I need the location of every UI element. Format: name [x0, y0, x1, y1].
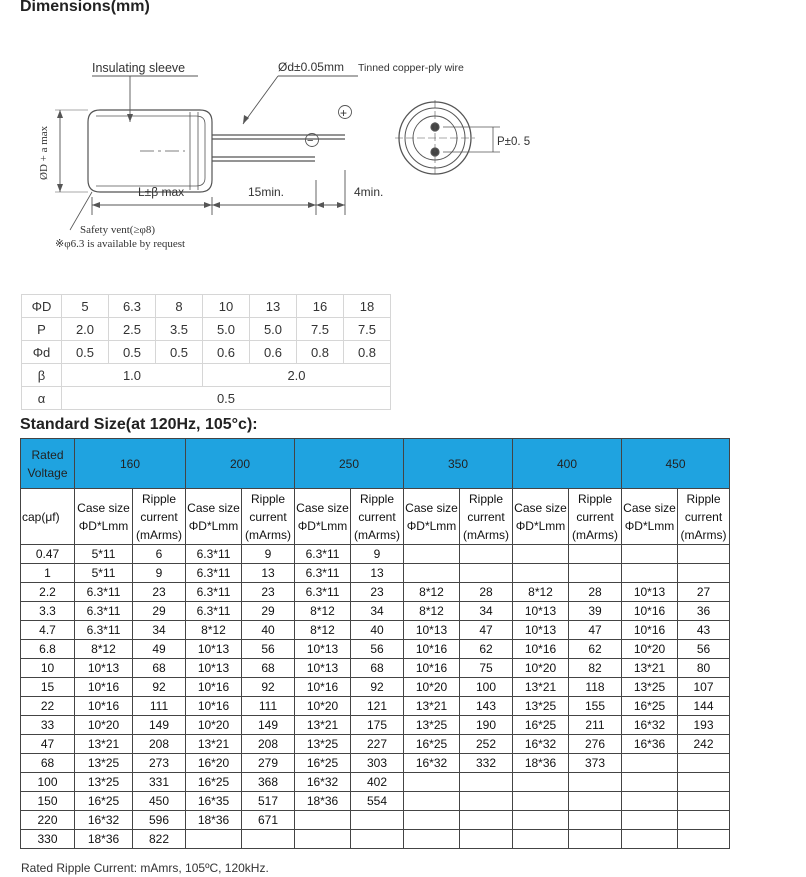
ripple-current-header: Ripple current (mArms)	[351, 489, 404, 545]
case-size-cell: 10*13	[513, 621, 569, 640]
ripple-current-cell: 13	[351, 564, 404, 583]
ripple-current-cell: 92	[133, 678, 186, 697]
case-size-cell: 16*32	[75, 811, 133, 830]
case-size-cell: 13*21	[513, 678, 569, 697]
case-size-cell: 6.3*11	[186, 602, 242, 621]
ripple-current-header: Ripple current (mArms)	[460, 489, 513, 545]
table-row	[21, 773, 730, 792]
case-size-cell	[622, 792, 678, 811]
capacitance-cell: 100	[21, 773, 75, 792]
case-size-cell	[404, 830, 460, 849]
case-size-cell: 10*16	[75, 678, 133, 697]
case-size-cell: 13*25	[295, 735, 351, 754]
case-size-cell: 8*12	[295, 602, 351, 621]
ripple-current-cell	[678, 545, 730, 564]
capacitance-cell: 1	[21, 564, 75, 583]
dimension-row-label: ΦD	[22, 295, 62, 318]
dimension-cell: 18	[344, 295, 391, 318]
ripple-current-cell: 822	[133, 830, 186, 849]
case-size-cell	[295, 830, 351, 849]
ripple-current-cell: 121	[351, 697, 404, 716]
case-size-cell	[622, 545, 678, 564]
capacitance-cell: 220	[21, 811, 75, 830]
voltage-header-row	[21, 439, 730, 489]
dimension-cell: 5.0	[250, 318, 297, 341]
case-size-cell	[513, 564, 569, 583]
ripple-current-cell	[569, 564, 622, 583]
dimension-row	[22, 318, 391, 341]
rated-voltage-label: Rated Voltage	[21, 439, 75, 489]
ripple-current-cell	[460, 830, 513, 849]
ripple-current-cell: 143	[460, 697, 513, 716]
case-size-cell	[513, 792, 569, 811]
case-size-cell: 10*16	[404, 640, 460, 659]
table-row	[21, 678, 730, 697]
case-size-cell: 13*21	[75, 735, 133, 754]
ripple-current-cell: 68	[242, 659, 295, 678]
case-size-cell: 18*36	[75, 830, 133, 849]
case-size-cell	[622, 830, 678, 849]
ripple-current-cell: 175	[351, 716, 404, 735]
dimension-row-beta	[22, 364, 391, 387]
ripple-current-cell: 56	[242, 640, 295, 659]
ripple-current-cell: 29	[242, 602, 295, 621]
ripple-current-header: Ripple current (mArms)	[569, 489, 622, 545]
case-size-cell: 10*13	[513, 602, 569, 621]
case-size-cell: 16*25	[186, 773, 242, 792]
ripple-current-cell: 118	[569, 678, 622, 697]
case-size-cell: 6.3*11	[75, 621, 133, 640]
dimension-cell: 16	[297, 295, 344, 318]
table-row	[21, 659, 730, 678]
table-row	[21, 583, 730, 602]
table-row	[21, 621, 730, 640]
ripple-current-cell	[351, 811, 404, 830]
dimension-cell: 3.5	[156, 318, 203, 341]
case-size-cell: 5*11	[75, 564, 133, 583]
case-size-cell	[404, 811, 460, 830]
ripple-current-cell: 144	[678, 697, 730, 716]
ripple-current-cell: 227	[351, 735, 404, 754]
dimension-cell: 1.0	[62, 364, 203, 387]
ripple-current-cell: 68	[133, 659, 186, 678]
case-size-cell: 6.3*11	[75, 583, 133, 602]
case-size-cell: 18*36	[295, 792, 351, 811]
ripple-current-cell: 75	[460, 659, 513, 678]
case-size-cell: 10*16	[513, 640, 569, 659]
voltage-header-cell: 350	[404, 439, 513, 489]
capacitance-cell: 47	[21, 735, 75, 754]
dimension-cell: 10	[203, 295, 250, 318]
table-row	[21, 811, 730, 830]
ripple-current-cell: 62	[569, 640, 622, 659]
min4-label: 4min.	[354, 185, 384, 199]
ripple-current-cell: 402	[351, 773, 404, 792]
dimension-row-label: P	[22, 318, 62, 341]
ripple-current-cell: 9	[133, 564, 186, 583]
ripple-current-cell	[460, 545, 513, 564]
case-size-cell: 8*12	[186, 621, 242, 640]
ripple-current-cell: 276	[569, 735, 622, 754]
case-size-cell	[186, 830, 242, 849]
ripple-current-cell	[678, 811, 730, 830]
case-size-cell: 10*13	[295, 640, 351, 659]
ripple-current-cell: 190	[460, 716, 513, 735]
ripple-current-cell	[678, 564, 730, 583]
table-row	[21, 602, 730, 621]
ripple-current-cell: 34	[460, 602, 513, 621]
dimension-cell: 0.6	[203, 341, 250, 364]
case-size-header: Case size ΦD*Lmm	[622, 489, 678, 545]
dimension-cell: 6.3	[109, 295, 156, 318]
standard-size-title: Standard Size(at 120Hz, 105°c):	[20, 416, 258, 433]
wire-diameter-label: Ød±0.05mm	[278, 60, 344, 74]
case-size-cell: 10*13	[404, 621, 460, 640]
case-size-cell: 6.3*11	[295, 583, 351, 602]
dimension-cell: 2.0	[203, 364, 391, 387]
capacitance-cell: 6.8	[21, 640, 75, 659]
ripple-current-cell: 111	[242, 697, 295, 716]
ripple-current-cell: 331	[133, 773, 186, 792]
ripple-current-cell: 34	[351, 602, 404, 621]
ripple-current-cell: 23	[133, 583, 186, 602]
case-size-cell: 16*25	[622, 697, 678, 716]
case-size-cell: 10*16	[622, 621, 678, 640]
case-size-header: Case size ΦD*Lmm	[295, 489, 351, 545]
case-size-cell: 10*16	[186, 697, 242, 716]
table-row	[21, 830, 730, 849]
dimension-row-alpha	[22, 387, 391, 410]
pitch-label: P±0. 5	[497, 136, 531, 148]
ripple-current-cell: 107	[678, 678, 730, 697]
dimension-cell: 5.0	[203, 318, 250, 341]
voltage-header-cell: 250	[295, 439, 404, 489]
ripple-current-cell: 82	[569, 659, 622, 678]
ripple-current-header: Ripple current (mArms)	[242, 489, 295, 545]
capacitance-cell: 33	[21, 716, 75, 735]
ripple-current-cell: 211	[569, 716, 622, 735]
case-size-cell: 8*12	[513, 583, 569, 602]
dimension-cell: 0.5	[62, 387, 391, 410]
ripple-current-cell: 149	[242, 716, 295, 735]
ripple-current-cell	[569, 545, 622, 564]
case-size-cell: 13*25	[75, 754, 133, 773]
ripple-current-cell: 517	[242, 792, 295, 811]
case-size-cell: 13*25	[513, 697, 569, 716]
case-size-cell: 13*21	[622, 659, 678, 678]
cap-label: cap(μf)	[21, 489, 75, 545]
case-size-cell: 13*25	[75, 773, 133, 792]
table-row	[21, 545, 730, 564]
case-size-cell: 10*16	[404, 659, 460, 678]
ripple-current-cell: 9	[242, 545, 295, 564]
ripple-current-cell: 273	[133, 754, 186, 773]
ripple-current-cell	[460, 811, 513, 830]
ripple-current-cell: 671	[242, 811, 295, 830]
ripple-current-cell: 92	[242, 678, 295, 697]
ripple-current-cell: 39	[569, 602, 622, 621]
ripple-current-cell: 40	[351, 621, 404, 640]
case-size-cell: 8*12	[404, 602, 460, 621]
case-size-cell: 10*13	[186, 640, 242, 659]
case-size-cell: 10*13	[295, 659, 351, 678]
ripple-current-cell: 28	[569, 583, 622, 602]
case-size-cell: 13*25	[404, 716, 460, 735]
case-size-cell: 10*16	[295, 678, 351, 697]
case-size-cell: 6.3*11	[295, 564, 351, 583]
dimension-row-label: β	[22, 364, 62, 387]
case-size-cell: 10*16	[622, 602, 678, 621]
dimension-cell: 2.5	[109, 318, 156, 341]
dimension-row	[22, 295, 391, 318]
case-size-cell: 6.3*11	[75, 602, 133, 621]
ripple-current-cell: 111	[133, 697, 186, 716]
capacitance-cell: 0.47	[21, 545, 75, 564]
dimension-row-label: α	[22, 387, 62, 410]
case-size-cell: 10*16	[186, 678, 242, 697]
ripple-current-cell: 68	[351, 659, 404, 678]
capacitance-cell: 330	[21, 830, 75, 849]
case-size-cell: 16*36	[622, 735, 678, 754]
case-size-cell	[404, 545, 460, 564]
ripple-current-cell: 368	[242, 773, 295, 792]
case-size-cell: 13*21	[295, 716, 351, 735]
capacitor-dimension-diagram	[0, 40, 806, 265]
ripple-current-cell	[242, 830, 295, 849]
case-size-cell	[622, 564, 678, 583]
voltage-header-cell: 400	[513, 439, 622, 489]
capacitance-cell: 4.7	[21, 621, 75, 640]
min15-label: 15min.	[248, 185, 285, 199]
case-size-cell: 6.3*11	[186, 564, 242, 583]
ripple-current-cell	[678, 754, 730, 773]
dimension-cell: 0.8	[344, 341, 391, 364]
dimension-row-label: Φd	[22, 341, 62, 364]
ripple-current-cell: 6	[133, 545, 186, 564]
case-size-cell: 10*20	[186, 716, 242, 735]
ripple-current-cell: 23	[351, 583, 404, 602]
case-size-cell: 16*35	[186, 792, 242, 811]
case-size-cell: 10*20	[622, 640, 678, 659]
ripple-current-cell	[569, 811, 622, 830]
dimension-row	[22, 341, 391, 364]
dimension-cell: 0.6	[250, 341, 297, 364]
case-size-cell: 16*25	[75, 792, 133, 811]
safety-vent-label: Safety vent(≥φ8)	[80, 224, 156, 236]
case-size-cell	[622, 773, 678, 792]
ripple-current-cell: 23	[242, 583, 295, 602]
diameter-label: ØD + a max	[38, 125, 50, 180]
ripple-current-cell: 100	[460, 678, 513, 697]
case-size-cell	[404, 792, 460, 811]
case-size-cell: 18*36	[186, 811, 242, 830]
plus-sign: +	[340, 106, 348, 120]
case-size-cell: 16*32	[513, 735, 569, 754]
voltage-header-cell: 200	[186, 439, 295, 489]
case-size-header: Case size ΦD*Lmm	[75, 489, 133, 545]
ripple-current-cell	[678, 792, 730, 811]
dimension-cell: 0.5	[62, 341, 109, 364]
dimensions-title: Dimensions(mm)	[20, 0, 150, 15]
ripple-current-cell	[460, 792, 513, 811]
capacitance-cell: 10	[21, 659, 75, 678]
case-size-cell: 10*13	[622, 583, 678, 602]
ripple-current-cell: 155	[569, 697, 622, 716]
case-size-header: Case size ΦD*Lmm	[404, 489, 460, 545]
case-size-cell: 10*16	[75, 697, 133, 716]
dimension-cell: 7.5	[344, 318, 391, 341]
case-size-cell: 8*12	[404, 583, 460, 602]
ripple-current-cell: 450	[133, 792, 186, 811]
case-size-cell: 10*20	[404, 678, 460, 697]
case-size-cell: 16*25	[513, 716, 569, 735]
table-row	[21, 792, 730, 811]
dimension-cell: 13	[250, 295, 297, 318]
ripple-current-cell	[569, 792, 622, 811]
case-size-cell: 10*13	[186, 659, 242, 678]
ripple-current-cell: 47	[569, 621, 622, 640]
ripple-current-cell: 34	[133, 621, 186, 640]
case-size-cell: 13*25	[622, 678, 678, 697]
ripple-current-cell: 373	[569, 754, 622, 773]
case-size-cell: 8*12	[295, 621, 351, 640]
ripple-current-cell: 596	[133, 811, 186, 830]
ripple-current-cell: 92	[351, 678, 404, 697]
case-size-cell	[295, 811, 351, 830]
dimension-cell: 8	[156, 295, 203, 318]
case-size-cell: 8*12	[75, 640, 133, 659]
ripple-current-cell: 9	[351, 545, 404, 564]
ripple-current-cell: 28	[460, 583, 513, 602]
case-size-cell: 16*32	[404, 754, 460, 773]
ripple-current-cell: 56	[351, 640, 404, 659]
ripple-current-cell	[460, 773, 513, 792]
dimension-cell: 0.8	[297, 341, 344, 364]
ripple-current-cell	[460, 564, 513, 583]
dimension-cell: 0.5	[156, 341, 203, 364]
capacitance-cell: 15	[21, 678, 75, 697]
case-size-cell: 6.3*11	[186, 583, 242, 602]
ripple-current-cell	[569, 773, 622, 792]
table-row	[21, 564, 730, 583]
ripple-current-cell: 36	[678, 602, 730, 621]
ripple-current-cell: 252	[460, 735, 513, 754]
request-note: ※φ6.3 is available by request	[55, 238, 186, 250]
ripple-current-cell: 303	[351, 754, 404, 773]
case-size-cell	[404, 564, 460, 583]
case-size-cell: 18*36	[513, 754, 569, 773]
wire-description-label: Tinned copper-ply wire	[358, 62, 464, 74]
capacitance-cell: 68	[21, 754, 75, 773]
case-size-cell: 13*21	[404, 697, 460, 716]
case-size-cell: 10*20	[295, 697, 351, 716]
ripple-current-cell	[569, 830, 622, 849]
case-size-cell	[513, 830, 569, 849]
table-row	[21, 716, 730, 735]
case-size-cell: 16*25	[295, 754, 351, 773]
ripple-current-cell: 62	[460, 640, 513, 659]
case-size-cell: 16*25	[404, 735, 460, 754]
ripple-current-cell: 80	[678, 659, 730, 678]
ripple-current-cell: 29	[133, 602, 186, 621]
case-size-cell	[513, 773, 569, 792]
ripple-current-cell: 27	[678, 583, 730, 602]
ripple-current-cell: 208	[242, 735, 295, 754]
column-header-row	[21, 489, 730, 545]
capacitance-cell: 3.3	[21, 602, 75, 621]
capacitance-cell: 150	[21, 792, 75, 811]
ripple-current-cell: 56	[678, 640, 730, 659]
case-size-cell: 16*32	[295, 773, 351, 792]
ripple-current-header: Ripple current (mArms)	[133, 489, 186, 545]
case-size-cell	[513, 811, 569, 830]
ripple-current-cell: 554	[351, 792, 404, 811]
case-size-cell: 6.3*11	[295, 545, 351, 564]
dimension-cell: 2.0	[62, 318, 109, 341]
voltage-header-cell: 450	[622, 439, 730, 489]
dimension-cell: 0.5	[109, 341, 156, 364]
ripple-current-cell: 149	[133, 716, 186, 735]
footnote: Rated Ripple Current: mAmrs, 105ºC, 120kHz.	[21, 861, 269, 875]
length-label: L±β max	[138, 185, 185, 199]
case-size-cell: 5*11	[75, 545, 133, 564]
case-size-cell: 10*20	[513, 659, 569, 678]
case-size-cell: 6.3*11	[186, 545, 242, 564]
case-size-cell: 16*32	[622, 716, 678, 735]
table-row	[21, 640, 730, 659]
ripple-current-cell	[351, 830, 404, 849]
ripple-current-cell	[678, 773, 730, 792]
case-size-header: Case size ΦD*Lmm	[186, 489, 242, 545]
case-size-cell	[404, 773, 460, 792]
ripple-current-cell: 13	[242, 564, 295, 583]
case-size-cell: 10*13	[75, 659, 133, 678]
dimension-cell: 7.5	[297, 318, 344, 341]
insulating-sleeve-label: Insulating sleeve	[92, 61, 186, 75]
ripple-current-cell: 40	[242, 621, 295, 640]
ripple-current-cell: 242	[678, 735, 730, 754]
dimension-table	[21, 294, 391, 410]
ripple-current-cell: 43	[678, 621, 730, 640]
ripple-current-cell: 49	[133, 640, 186, 659]
case-size-cell	[622, 811, 678, 830]
ripple-current-cell: 279	[242, 754, 295, 773]
voltage-header-cell: 160	[75, 439, 186, 489]
case-size-cell: 13*21	[186, 735, 242, 754]
table-row	[21, 735, 730, 754]
case-size-cell: 16*20	[186, 754, 242, 773]
case-size-cell	[622, 754, 678, 773]
capacitance-cell: 22	[21, 697, 75, 716]
case-size-cell	[513, 545, 569, 564]
ripple-current-cell: 208	[133, 735, 186, 754]
table-row	[21, 754, 730, 773]
ripple-current-cell	[678, 830, 730, 849]
capacitance-cell: 2.2	[21, 583, 75, 602]
ripple-current-cell: 332	[460, 754, 513, 773]
standard-size-table	[20, 438, 730, 849]
minus-sign: −	[307, 135, 314, 147]
case-size-header: Case size ΦD*Lmm	[513, 489, 569, 545]
ripple-current-cell: 47	[460, 621, 513, 640]
table-row	[21, 697, 730, 716]
case-size-cell: 10*20	[75, 716, 133, 735]
ripple-current-header: Ripple current (mArms)	[678, 489, 730, 545]
ripple-current-cell: 193	[678, 716, 730, 735]
dimension-cell: 5	[62, 295, 109, 318]
